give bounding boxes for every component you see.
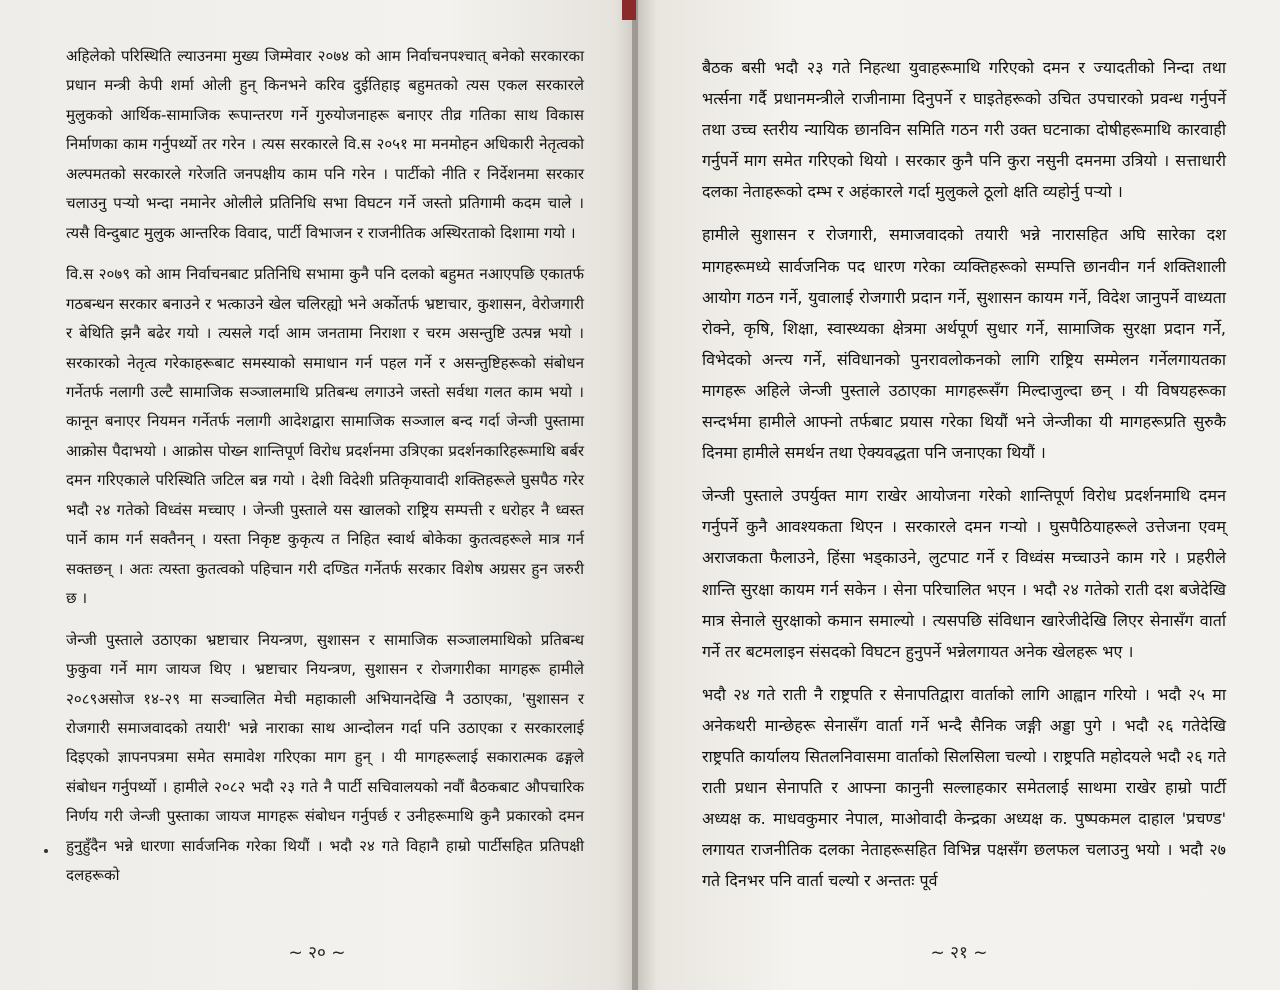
left-paragraph-1: अहिलेको परिस्थिति ल्याउनमा मुख्य जिम्मेवार २०७४ को आम निर्वाचनपश्चात् बनेको सरकारका प्रधान मन्त्री केपी शर्मा ओली हुन् किनभने करिव दुईतिहाइ बहुमतको त्यस एकल सरकारले मुलुकको आर्थिक-सामाजिक रूपान्तरण गर्ने गुरुयोजनाहरू बनाएर तीव्र गतिका साथ विकास निर्माणका काम गर्नुपर्थ्यो तर गरेन । त्यस सरकारले वि.स २०५१ मा मनमोहन अधिकारी नेतृत्वको अल्पमतको सरकारले गरेजति जनपक्षीय काम पनि गरेन । पार्टीको नीति र निर्देशनमा सरकार चलाउनु पर्‍यो भन्दा नमानेर ओलीले प्रतिनिधि सभा विघटन गर्ने जस्तो प्रतिगामी कदम चाले । त्यसै विन्दुबाट मुलुक आन्तरिक विवाद, पार्टी विभाजन र राजनीतिक अस्थिरताको दिशामा गयो । bbox=[66, 47, 584, 242]
right-paragraph-3: जेन्जी पुस्ताले उपर्युक्त माग राखेर आयोजना गरेको शान्तिपूर्ण विरोध प्रदर्शनमाथि दमन गर्नुपर्ने कुनै आवश्यकता थिएन । सरकारले दमन गर्‍यो । घुसपैठियाहरूले उत्तेजना एवम् अराजकता फैलाउने, हिंसा भड्काउने, लुटपाट गर्ने र विध्वंस मच्चाउने काम गरे । प्रहरीले शान्ति सुरक्षा कायम गर्न सकेन । सेना परिचालित भएन । भदौ २४ गतेको राती दश बजेदेखि मात्र सेनाले सुरक्षाको कमान समाल्यो । त्यसपछि संविधान खारेजीदेखि लिएर सेनासँग वार्ता गर्ने तर बटमलाइन संसदको विघटन हुनुपर्ने भन्नेलगायत अनेक खेलहरू भए । bbox=[702, 486, 1226, 661]
stray-dot-mark bbox=[44, 849, 48, 853]
right-page bbox=[638, 0, 1280, 990]
left-paragraph-3: जेन्जी पुस्ताले उठाएका भ्रष्टाचार नियन्त्रण, सुशासन र सामाजिक सञ्जालमाथिको प्रतिबन्ध फुकुवा गर्ने माग जायज थिए । भ्रष्टाचार नियन्त्रण, सुशासन र रोजगारीका मागहरू हामीले २०८९असोज १४-२९ मा सञ्चालित मेची महाकाली अभियानदेखि नै उठाएका, 'सुशासन र रोजगारी समाजवादको तयारी' भन्ने नाराका साथ आन्दोलन गर्दा पनि उठाएका र सरकारलाई दिइएको ज्ञापनपत्रमा समेत समावेश गरिएका माग हुन् । यी मागहरूलाई सकारात्मक ढङ्गले संबोधन गर्नुपर्थ्यो । हामीले २०८२ भदौ २३ गते नै पार्टी सचिवालयको नवौं बैठकबाट औपचारिक निर्णय गरी जेन्जी पुस्ताका जायज मागहरू संबोधन गर्नुपर्छ र उनीहरूमाथि कुनै प्रकारको दमन हुनुहुँदैन भन्ने धारणा सार्वजनिक गरेका थियौं । भदौ २४ गते विहानै हाम्रो पार्टीसहित प्रतिपक्षी दलहरूको bbox=[66, 630, 584, 885]
right-paragraph-2: हामीले सुशासन र रोजगारी, समाजवादको तयारी भन्ने नारासहित अघि सारेका दश मागहरूमध्ये सार्वजनिक पद धारण गरेका व्यक्तिहरूको सम्पत्ति छानवीन गर्न शक्तिशाली आयोग गठन गर्ने, युवालाई रोजगारी प्रदान गर्ने, सुशासन कायम गर्ने, विदेश जानुपर्ने वाध्यता रोक्ने, कृषि, शिक्षा, स्वास्थ्यका क्षेत्रमा अर्थपूर्ण सुधार गर्ने, सामाजिक सुरक्षा प्रदान गर्ने, विभेदको अन्त्य गर्ने, संविधानको पुनरावलोकनको लागि राष्ट्रिय सम्मेलन गर्नेलगायतका मागहरू अहिले जेन्जी पुस्ताले उठाएका मागहरूसँग मिल्दाजुल्दा छन् । यी विषयहरूका सन्दर्भमा हामीले आफ्नो तर्फबाट प्रयास गरेका थियौं भने जेन्जीका यी मागहरूप्रति सुरुकै दिनमा हामीले समर्थन तथा ऐक्यवद्धता पनि जनाएका थियौं । bbox=[702, 225, 1226, 463]
right-paragraph-4: भदौ २४ गते राती नै राष्ट्रपति र सेनापतिद्वारा वार्ताको लागि आह्वान गरियो । भदौ २५ मा अनेकथरी मान्छेहरू सेनासँग वार्ता गर्ने भन्दै सैनिक जङ्गी अड्डा पुगे । भदौ २६ गतेदेखि राष्ट्रपति कार्यालय सितलनिवासमा वार्ताको सिलसिला चल्यो । राष्ट्रपति महोदयले भदौ २६ गते राती प्रधान सेनापति र आफ्ना कानुनी सल्लाहकार समेतलाई साथमा राखेर हाम्रो पार्टी अध्यक्ष क. माधवकुमार नेपाल, माओवादी केन्द्रका अध्यक्ष क. पुष्पकमल दाहाल 'प्रचण्ड' लगायत राजनीतिक दलका नेताहरूसहित विभिन्न पक्षसँग छलफल चलाउनु भयो । भदौ २७ गते दिनभर पनि वार्ता चल्यो र अन्ततः पूर्व bbox=[702, 684, 1226, 891]
left-page-text bbox=[66, 42, 584, 891]
bookmark-ribbon bbox=[622, 0, 636, 20]
left-page-number: ~ २० ~ bbox=[288, 943, 346, 963]
right-paragraph-1: बैठक बसी भदौ २३ गते निहत्था युवाहरूमाथि गरिएको दमन र ज्यादतीको निन्दा तथा भर्त्सना गर्दै प्रधानमन्त्रीले राजीनामा दिनुपर्ने र घाइतेहरूको उचित उपचारको प्रवन्ध गर्नुपर्ने तथा उच्च स्तरीय न्यायिक छानविन समिति गठन गरी उक्त घटनाका दोषीहरूमाथि कारवाही गर्नुपर्ने माग समेत गरिएको थियो । सरकार कुनै पनि कुरा नसुनी दमनमा उत्रियो । सत्ताधारी दलका नेताहरूको दम्भ र अहंकारले गर्दा मुलुकले ठूलो क्षति व्यहोर्नु पर्‍यो । bbox=[702, 58, 1226, 202]
left-page bbox=[0, 0, 634, 990]
left-paragraph-2: वि.स २०७९ को आम निर्वाचनबाट प्रतिनिधि सभामा कुनै पनि दलको बहुमत नआएपछि एकातर्फ गठबन्धन सरकार बनाउने र भत्काउने खेल चलिरह्यो भने अर्कोतर्फ भ्रष्टाचार, कुशासन, वेरोजगारी र बेथिति झनै बढेर गयो । त्यसले गर्दा आम जनतामा निराशा र चरम असन्तुष्टि उत्पन्न भयो । सरकारको नेतृत्व गरेकाहरूबाट समस्याको समाधान गर्न पहल गर्ने र असन्तुष्टिहरूको संबोधन गर्नेतर्फ नलागी उल्टै सामाजिक सञ्जालमाथि प्रतिबन्ध लगाउने जस्तो सर्वथा गलत काम भयो । कानून बनाएर नियमन गर्नेतर्फ नलागी आदेशद्वारा सामाजिक सञ्जाल बन्द गर्दा जेन्जी पुस्तामा आक्रोस पैदाभयो । आक्रोस पोख्न शान्तिपूर्ण विरोध प्रदर्शनमा उत्रिएका प्रदर्शनकारिहरूमाथि बर्बर दमन गरिएकाले परिस्थिति जटिल बन्न गयो । देशी विदेशी प्रतिकृयावादी शक्तिहरूले घुसपैठ गरेर भदौ २४ गतेको विध्वंस मच्चाए । जेन्जी पुस्ताले यस खालको राष्ट्रिय सम्पत्ती र धरोहर नै ध्वस्त पार्ने काम गर्न सक्तैनन् । यस्ता निकृष्ट कुकृत्य त निहित स्वार्थ बोकेका कुतत्वहरूले मात्र गर्न सक्तछन् । अतः त्यस्ता कुतत्वको पहिचान गरी दण्डित गर्नेतर्फ सरकार विशेष अग्रसर हुन जरुरी छ । bbox=[66, 265, 584, 608]
right-page-text bbox=[702, 52, 1226, 896]
right-page-number: ~ २१ ~ bbox=[930, 943, 988, 963]
